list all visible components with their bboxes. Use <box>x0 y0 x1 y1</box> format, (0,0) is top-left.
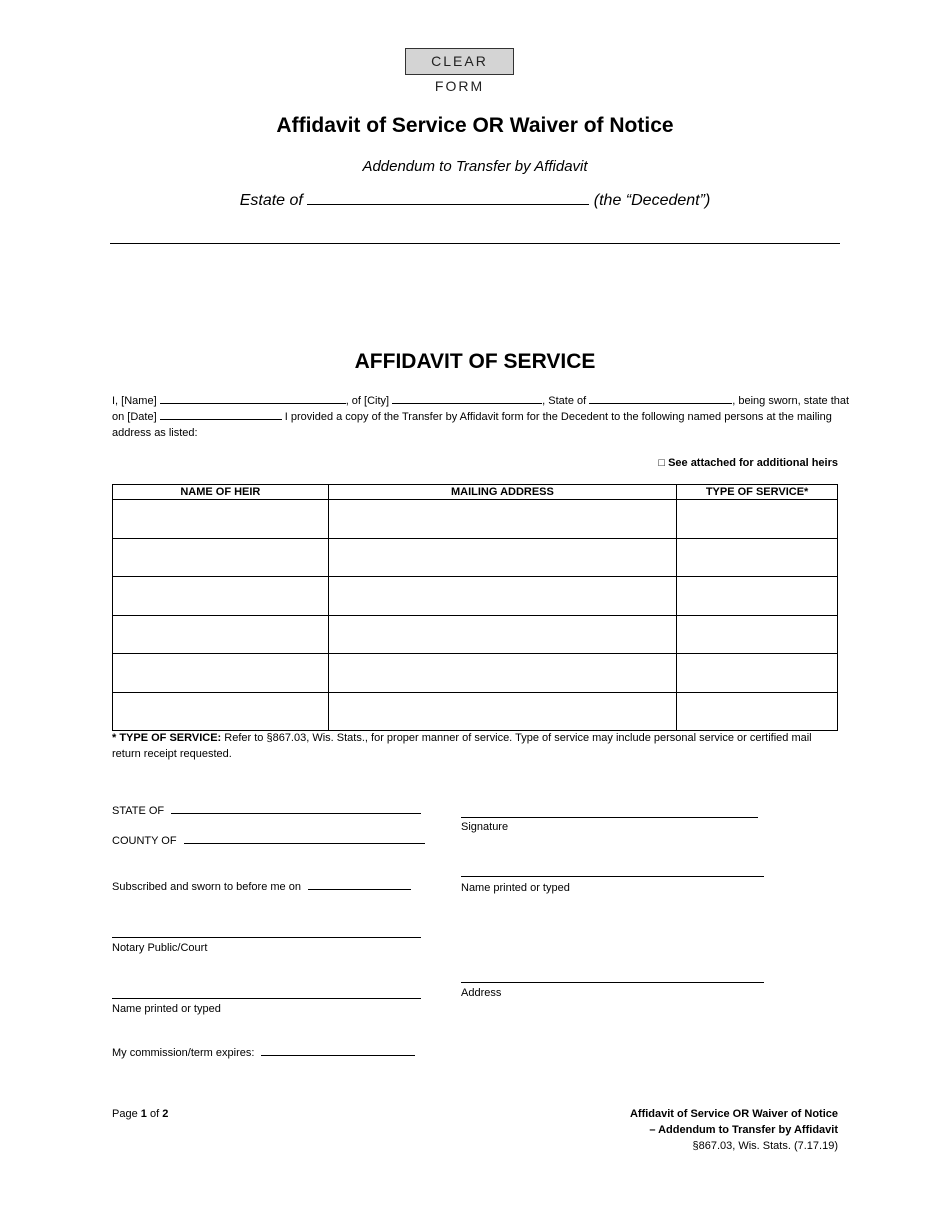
city-field[interactable] <box>392 403 542 404</box>
page-prefix: Page <box>112 1108 138 1120</box>
commission-label: My commission/term expires: <box>112 1047 255 1059</box>
heirs-table <box>112 484 838 731</box>
subscribed-label: Subscribed and sworn to before me on <box>112 881 301 893</box>
signer-name-label: Name printed or typed <box>461 882 570 894</box>
table-row <box>113 577 838 616</box>
heir-name-cell[interactable] <box>113 500 329 539</box>
estate-line <box>0 192 950 210</box>
footer-form-subtitle: – Addendum to Transfer by Affidavit <box>649 1124 838 1136</box>
state-of-label: STATE OF <box>112 805 165 817</box>
section-title: AFFIDAVIT OF SERVICE <box>354 350 596 373</box>
mailing-address-cell[interactable] <box>328 538 676 577</box>
signature-line[interactable] <box>461 817 758 818</box>
footnote-label: * TYPE OF SERVICE: <box>112 732 222 744</box>
mailing-address-cell[interactable] <box>328 615 676 654</box>
footer-form-info <box>630 1106 838 1154</box>
document-title: Affidavit of Service OR Waiver of Notice <box>276 114 674 137</box>
service-footnote <box>112 730 838 762</box>
heir-name-cell[interactable] <box>113 692 329 731</box>
county-of-label: COUNTY OF <box>112 835 177 847</box>
mailing-address-cell[interactable] <box>328 577 676 616</box>
notary-name-line[interactable] <box>112 998 421 999</box>
heir-name-cell[interactable] <box>113 615 329 654</box>
notary-label: Notary Public/Court <box>112 942 208 954</box>
table-row <box>113 692 838 731</box>
signature-label: Signature <box>461 821 509 833</box>
page-of: of <box>149 1108 160 1120</box>
signer-name-line[interactable] <box>461 876 764 877</box>
subscribed-date-field[interactable] <box>308 889 411 890</box>
clear-form-button[interactable]: CLEAR FORM <box>405 48 514 75</box>
heir-name-cell[interactable] <box>113 577 329 616</box>
heir-name-cell[interactable] <box>113 538 329 577</box>
city-label: , of [City] <box>345 395 390 407</box>
name-label: I, [Name] <box>112 395 157 407</box>
see-attached-checkbox[interactable]: □ <box>658 457 665 469</box>
page-current: 1 <box>140 1108 147 1120</box>
header-divider <box>110 243 840 244</box>
state-of-field[interactable] <box>171 813 421 814</box>
service-type-cell[interactable] <box>677 500 838 539</box>
service-type-cell[interactable] <box>677 538 838 577</box>
mailing-address-cell[interactable] <box>328 500 676 539</box>
see-attached-label: See attached for additional heirs <box>668 457 838 469</box>
see-attached[interactable] <box>658 455 838 471</box>
address-line[interactable] <box>461 982 764 983</box>
table-row <box>113 500 838 539</box>
commission-date-field[interactable] <box>261 1055 415 1056</box>
affidavit-statement <box>112 393 850 441</box>
decedent-name-field[interactable] <box>307 204 589 205</box>
table-header-row <box>113 485 838 500</box>
table-row <box>113 654 838 693</box>
table-row <box>113 538 838 577</box>
service-type-cell[interactable] <box>677 692 838 731</box>
date-field[interactable] <box>160 419 282 420</box>
affiant-name-field[interactable] <box>160 403 346 404</box>
date-label: on [Date] <box>112 411 157 423</box>
notary-name-label: Name printed or typed <box>112 1003 221 1015</box>
commission-line <box>112 1045 415 1061</box>
state-of-line <box>112 803 421 819</box>
provided-text: I provided a copy of the Transfer by Affidavit form for the Decedent to the following named persons at the mailing address as listed: <box>112 411 832 439</box>
state-label: , State of <box>542 395 587 407</box>
column-header-address: MAILING ADDRESS <box>328 485 676 500</box>
service-type-cell[interactable] <box>677 615 838 654</box>
service-type-cell[interactable] <box>677 654 838 693</box>
mailing-address-cell[interactable] <box>328 692 676 731</box>
notary-signature-line[interactable] <box>112 937 421 938</box>
county-of-line <box>112 833 425 849</box>
column-header-service: TYPE OF SERVICE* <box>677 485 838 500</box>
subscribed-line <box>112 879 411 895</box>
document-subtitle: Addendum to Transfer by Affidavit <box>362 158 588 175</box>
page-number <box>112 1106 168 1122</box>
column-header-name: NAME OF HEIR <box>113 485 329 500</box>
mailing-address-cell[interactable] <box>328 654 676 693</box>
estate-suffix: (the “Decedent”) <box>593 192 711 209</box>
table-row <box>113 615 838 654</box>
footer-statute: §867.03, Wis. Stats. (7.17.19) <box>692 1140 838 1152</box>
footnote-text: Refer to §867.03, Wis. Stats., for proper manner of service. Type of service may include personal service or certified mail return receipt requested. <box>112 732 812 760</box>
heir-name-cell[interactable] <box>113 654 329 693</box>
page-total: 2 <box>162 1108 169 1120</box>
address-label: Address <box>461 987 502 999</box>
county-of-field[interactable] <box>184 843 425 844</box>
sworn-text: , being sworn, state that <box>732 395 850 407</box>
service-type-cell[interactable] <box>677 577 838 616</box>
state-field[interactable] <box>589 403 732 404</box>
estate-prefix: Estate of <box>239 192 303 209</box>
footer-form-title: Affidavit of Service OR Waiver of Notice <box>629 1108 838 1120</box>
